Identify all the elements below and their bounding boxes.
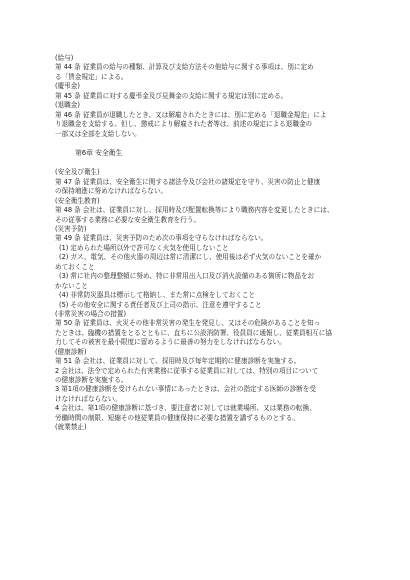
text-line: る「賃金規定」による。	[55, 72, 128, 81]
chapter-heading: 第6章 安全衛生	[75, 148, 123, 157]
text-line: 第 51 条 会社は、従業員に対して、採用時及び毎年定期的に健康診断を実施する。	[55, 357, 301, 366]
text-line: けなければならない。	[55, 394, 121, 403]
text-line: (非常災害の場合の措置)	[55, 309, 127, 318]
text-line: の健康診断を実施する。	[55, 376, 128, 384]
document-page	[55, 54, 375, 433]
text-line: 4 会社は、第1項の健康診断に基づき、要注意者に対しては就業場所、又は業務の転換、	[55, 404, 316, 413]
text-line: (給与)	[55, 54, 74, 62]
text-line: (2) ガス、電気、その他火器の周辺は常に清潔にし、使用後は必ず火気のないことを確か	[59, 253, 322, 262]
text-line: 第 49 条 従業員は、災害予防のため次の事項を守らなければならない。	[55, 234, 268, 243]
text-line: かないこと	[55, 281, 88, 290]
section-articles-47-51	[55, 168, 375, 432]
text-line: 労働時間の制限、短縮その他従業員の健康保持に必要な措置を講ずるものとする。	[55, 413, 299, 422]
text-line: 3 第1項の健康診断を受けられない事情にあったときは、会社の指定する医師の診断を受	[55, 385, 316, 394]
text-line: (健康診断)	[55, 347, 87, 356]
text-line: (4) 非常防災器具は標示して格納し、また常に点検をしておくこと	[59, 291, 256, 300]
text-line: 第 45 条 従業員に対する慶弔金及び見舞金の支給に関する規定は別に定める。	[55, 91, 288, 100]
section-articles-44-46	[55, 54, 375, 139]
text-line: (安全及び衛生)	[55, 168, 100, 177]
text-line: 第 44 条 従業員の給与の種類、計算及び支給方法その他給与に関する事項は、別に定め	[55, 63, 314, 72]
text-line: たときは、臨機の措置をとるとともに、直ちに公設消防署、役員員に通報し、従業員相互に協	[55, 328, 332, 337]
text-line: (就業禁止)	[55, 423, 87, 432]
text-line: の保持増進に努めなければならない。	[55, 187, 168, 196]
text-line: (安全衛生教育)	[55, 196, 100, 205]
text-line: (5) その他安全に関する責任者及び上司の指示、注意を遵守すること	[59, 300, 262, 309]
text-line: 第 47 条 従業員は、安全衛生に関する諸法令及び会社の諸規定を守り、災害の防止と健康	[55, 177, 321, 186]
text-line: めておくこと	[55, 262, 95, 271]
text-line: (退職金)	[55, 101, 80, 110]
text-line: (1) 定められた場所以外で許可なく火気を使用しないこと	[59, 243, 229, 252]
text-line: 第 50 条 従業員は、火災その他非常災害の発生を発見し、又はその危険があることを知っ	[55, 319, 321, 328]
text-line: り退職金を支給する。但し、懲戒により解雇された者等は、前述の規定による退職金の	[55, 120, 313, 129]
text-line: 力してその被害を最小限度に留めるように最善の努力をしなければならない。	[55, 338, 286, 347]
text-line: 2 会社は、法令で定められた有害業務に従事する従業員に対しては、特別の項目について	[55, 366, 319, 375]
text-line: (3) 常に社内の整理整頓に努め、特に非常用出入口及び消火設備のある箇所に物品をお	[59, 272, 315, 281]
text-line: 一部又は全部を支給しない。	[55, 129, 141, 138]
text-line: (災害予防)	[55, 225, 87, 233]
text-line: 第 48 条 会社は、従業員に対し、採用時及び配置転換等により職務内容を変更したときには、	[55, 206, 334, 215]
text-line: その従事する業務に必要な安全衛生教育を行う。	[55, 215, 201, 224]
text-line: 第 46 条 従業員が退職したとき、又は解雇されたときには、別に定める「退職金規定」によ	[55, 110, 327, 119]
text-line: (慶弔金)	[55, 82, 80, 91]
